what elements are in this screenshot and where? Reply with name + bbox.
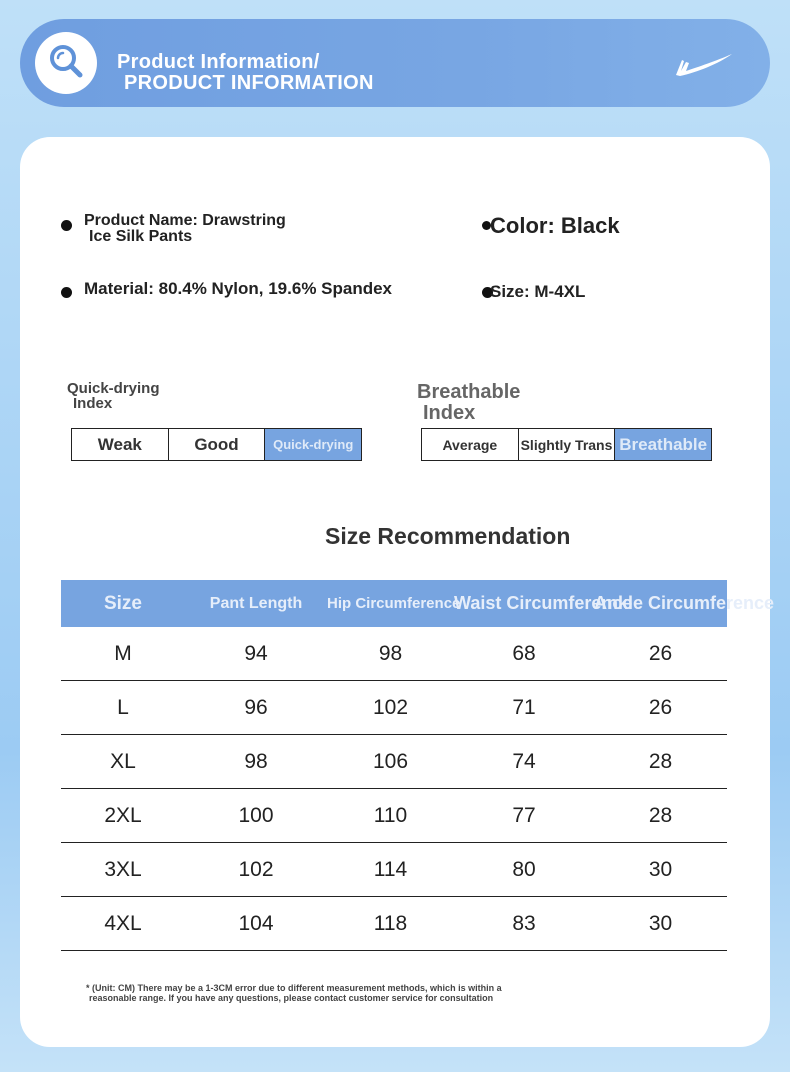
product-card — [20, 137, 775, 1047]
search-button[interactable] — [35, 32, 97, 94]
bullet-icon — [61, 220, 72, 231]
table-cell: 102 — [238, 857, 274, 881]
table-cell: 26 — [648, 695, 673, 719]
header-pant-length: Pant Length — [209, 594, 303, 612]
bullet-icon — [61, 287, 72, 298]
quick-drying-title — [67, 381, 160, 411]
product-name-line1: Product Name: Drawstring — [84, 212, 286, 229]
product-name-line2: Ice Silk Pants — [89, 228, 193, 245]
table-cell: 96 — [244, 695, 268, 719]
table-cell: 80 — [512, 857, 536, 881]
quick-drying-level-good: Good — [169, 429, 266, 460]
quick-drying-title-line2: Index — [73, 395, 113, 412]
table-cell: 114 — [373, 857, 408, 881]
table-cell: 4XL — [104, 911, 142, 935]
product-color: Color: Black — [490, 213, 620, 238]
quick-drying-level-quick: Quick-drying — [265, 429, 361, 460]
table-cell: 94 — [244, 641, 268, 665]
breathable-title-line1: Breathable — [417, 381, 521, 403]
table-cell: M — [114, 641, 132, 665]
header-size: Size — [103, 592, 143, 614]
breathable-scale — [421, 428, 712, 461]
table-cell: 3XL — [104, 857, 142, 881]
table-cell: 30 — [648, 911, 673, 935]
header-banner — [20, 19, 770, 107]
table-cell: 100 — [238, 803, 274, 827]
table-cell: 26 — [648, 641, 673, 665]
brand-logo-icon — [672, 52, 734, 83]
note-line1: * (Unit: CM) There may be a 1-3CM error due to different measurement methods, which is within a — [86, 983, 502, 993]
table-row — [61, 627, 727, 681]
table-cell: 74 — [512, 749, 536, 773]
header-hip: Hip Circumference — [327, 595, 461, 612]
table-cell: 71 — [512, 695, 536, 719]
table-cell: 118 — [373, 911, 408, 935]
quick-drying-title-line1: Quick-drying — [67, 380, 160, 397]
table-row — [61, 843, 727, 897]
note-line2: reasonable range. If you have any questions, please contact customer service for consultation — [89, 993, 494, 1003]
breathable-title-line2: Index — [423, 402, 476, 424]
breathable-level-breathable: Breathable — [615, 429, 711, 460]
table-cell: 110 — [373, 803, 408, 827]
product-size: Size: M-4XL — [490, 282, 586, 301]
size-table — [61, 580, 775, 951]
header-ankle: Ankle Circumference — [594, 593, 775, 613]
product-material: Material: 80.4% Nylon, 19.6% Spandex — [84, 279, 393, 298]
table-cell: 28 — [648, 803, 673, 827]
table-cell: 102 — [372, 695, 409, 719]
header-title-line1: Product Information/ — [117, 51, 320, 73]
header-title-line2: PRODUCT INFORMATION — [124, 72, 374, 94]
table-cell: 98 — [244, 749, 268, 773]
table-row — [61, 789, 727, 843]
breathable-level-slightly: Slightly Trans — [519, 429, 616, 460]
size-section-title: Size Recommendation — [325, 523, 571, 549]
table-row — [61, 735, 727, 789]
size-table-body — [61, 627, 727, 951]
measurement-note — [86, 983, 666, 1003]
search-icon — [46, 41, 86, 86]
product-name — [84, 213, 286, 245]
quick-drying-scale — [71, 428, 362, 461]
breathable-title — [417, 382, 520, 424]
table-cell: 2XL — [104, 803, 142, 827]
header-title — [117, 52, 374, 94]
table-cell: 98 — [378, 641, 403, 665]
header-waist: Waist Circumference — [454, 593, 633, 613]
table-cell: 77 — [512, 803, 536, 827]
table-row — [61, 897, 727, 951]
table-cell: 68 — [512, 641, 536, 665]
table-cell: 30 — [648, 857, 673, 881]
table-row — [61, 681, 727, 735]
size-table-header — [61, 580, 775, 627]
table-cell: L — [117, 695, 129, 719]
quick-drying-level-weak: Weak — [72, 429, 169, 460]
breathable-level-average: Average — [422, 429, 519, 460]
table-cell: 106 — [372, 749, 409, 773]
table-cell: XL — [110, 749, 136, 773]
table-cell: 104 — [238, 911, 274, 935]
table-cell: 28 — [648, 749, 673, 773]
table-cell: 83 — [512, 911, 536, 935]
